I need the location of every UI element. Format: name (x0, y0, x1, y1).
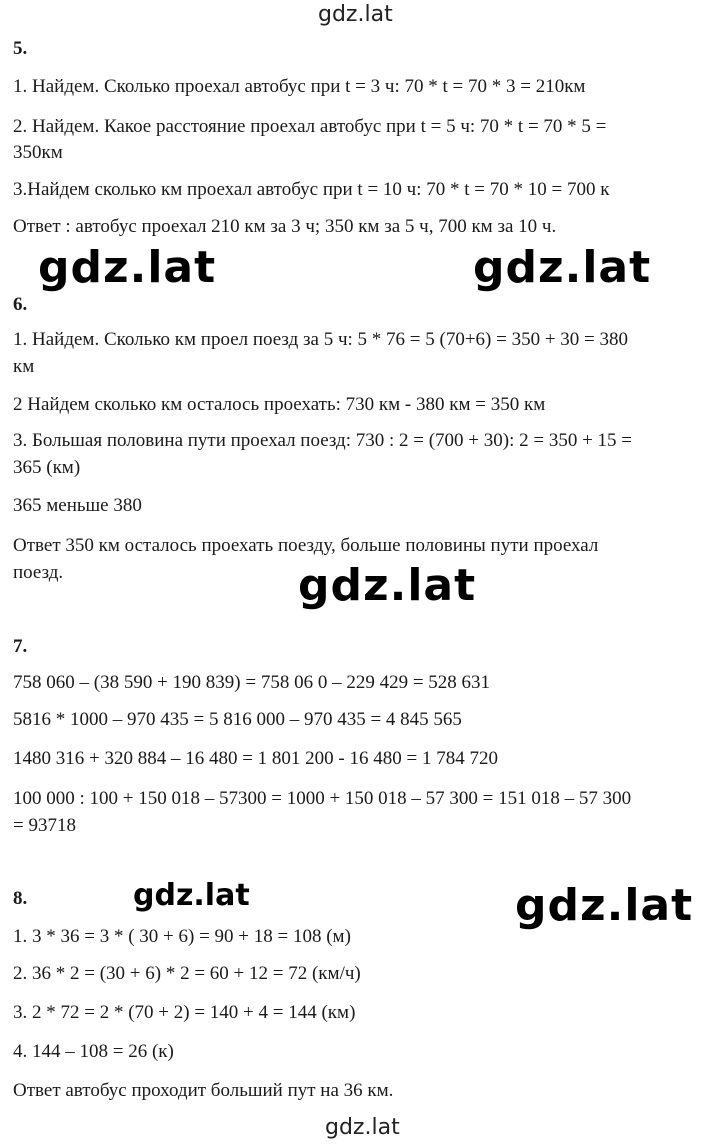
task6-line-4: 365 меньше 380 (13, 495, 142, 516)
task5-line-2b: 350км (13, 142, 63, 163)
watermark-row1-left: gdz.lat (38, 242, 217, 293)
task8-line-2: 2. 36 * 2 = (30 + 6) * 2 = 60 + 12 = 72 (км/ч) (13, 963, 361, 984)
task8-answer: Ответ автобус проходит больший пут на 36 км. (13, 1080, 394, 1101)
task6-line-3b: 365 (км) (13, 457, 81, 478)
task8-number: 8. (13, 888, 28, 909)
watermark-top: gdz.lat (318, 2, 393, 27)
watermark-middle: gdz.lat (298, 560, 477, 611)
task6-answer: Ответ 350 км осталось проехать поезду, больше половины пути проехал (13, 535, 599, 556)
watermark-row8-small: gdz.lat (133, 878, 250, 913)
task6-answer-b: поезд. (13, 562, 64, 583)
task7-number: 7. (13, 636, 28, 657)
task6-number: 6. (13, 294, 28, 315)
task6-line-1b: км (13, 356, 35, 377)
watermark-row8-right: gdz.lat (515, 880, 694, 931)
task6-line-3: 3. Большая половина пути проехал поезд: 730 : 2 = (700 + 30): 2 = 350 + 15 = (13, 430, 633, 451)
task8-line-3: 3. 2 * 72 = 2 * (70 + 2) = 140 + 4 = 144 (км) (13, 1002, 356, 1023)
task6-line-1: 1. Найдем. Сколько км проел поезд за 5 ч: 5 * 76 = 5 (70+6) = 350 + 30 = 380 (13, 329, 629, 350)
task7-line-4b: = 93718 (13, 815, 76, 836)
task7-line-4: 100 000 : 100 + 150 018 – 57300 = 1000 + 150 018 – 57 300 = 151 018 – 57 300 (13, 788, 632, 809)
task7-line-1: 758 060 – (38 590 + 190 839) = 758 06 0 – 229 429 = 528 631 (13, 672, 491, 693)
watermark-bottom: gdz.lat (325, 1115, 400, 1140)
task7-line-2: 5816 * 1000 – 970 435 = 5 816 000 – 970 435 = 4 845 565 (13, 709, 462, 730)
task5-number: 5. (13, 38, 28, 59)
task5-line-3: 3.Найдем сколько км проехал автобус при t = 10 ч: 70 * t = 70 * 10 = 700 к (13, 179, 610, 200)
task5-line-1: 1. Найдем. Сколько проехал автобус при t = 3 ч: 70 * t = 70 * 3 = 210км (13, 76, 586, 97)
task6-line-2: 2 Найдем сколько км осталось проехать: 730 км - 380 км = 350 км (13, 394, 546, 415)
watermark-row1-right: gdz.lat (473, 242, 652, 293)
task8-line-4: 4. 144 – 108 = 26 (к) (13, 1041, 174, 1062)
task5-line-2: 2. Найдем. Какое расстояние проехал автобус при t = 5 ч: 70 * t = 70 * 5 = (13, 116, 607, 137)
task8-line-1: 1. 3 * 36 = 3 * ( 30 + 6) = 90 + 18 = 108 (м) (13, 926, 351, 947)
task7-line-3: 1480 316 + 320 884 – 16 480 = 1 801 200 - 16 480 = 1 784 720 (13, 748, 498, 769)
task5-answer: Ответ : автобус проехал 210 км за 3 ч; 350 км за 5 ч, 700 км за 10 ч. (13, 216, 557, 237)
